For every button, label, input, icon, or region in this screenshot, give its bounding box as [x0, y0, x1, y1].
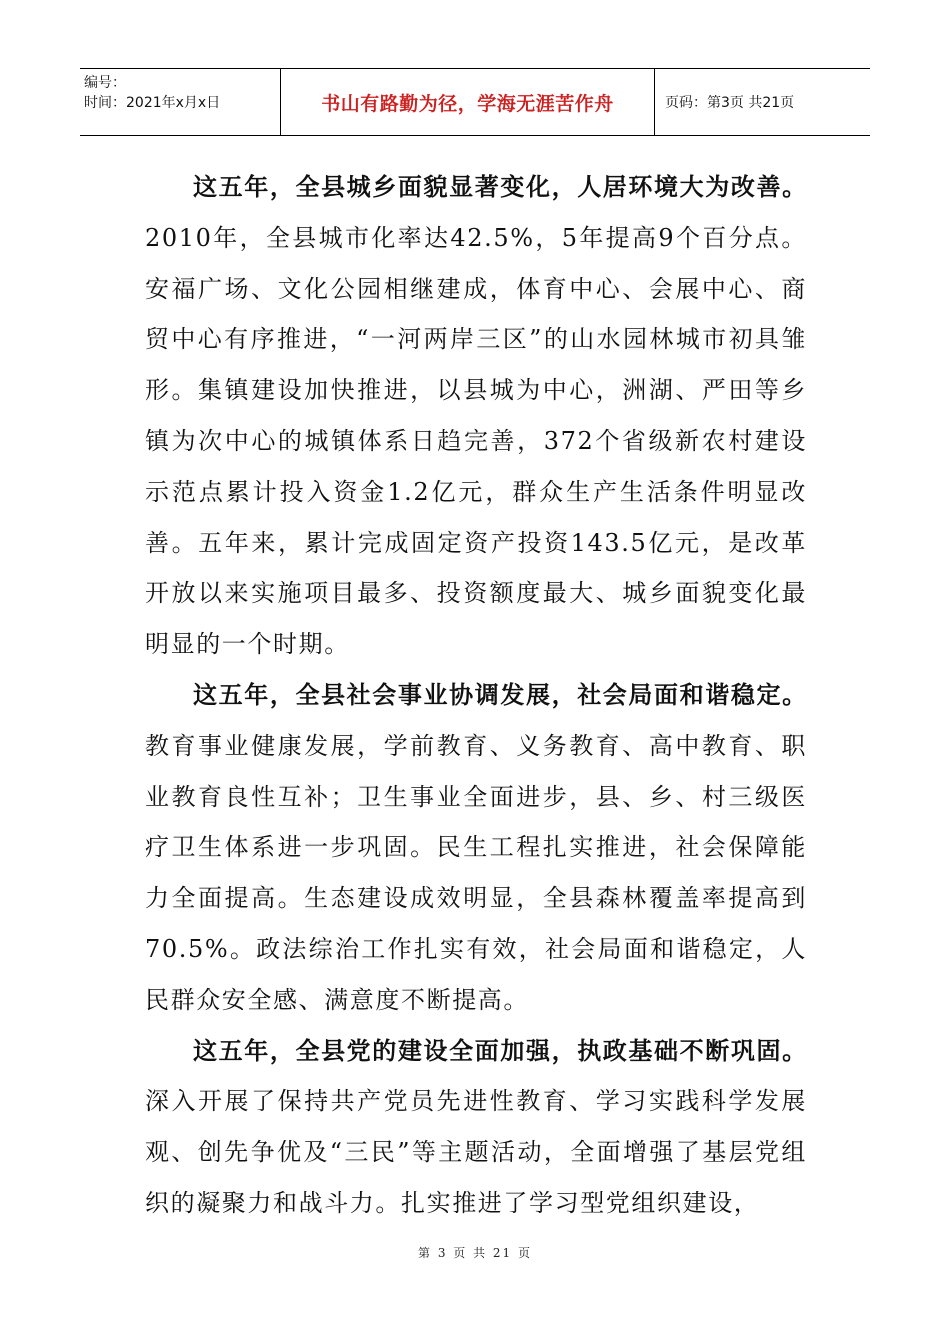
paragraph-text: 深入开展了保持共产党员先进性教育、学习实践科学发展观、创先争优及“三民”等主题活动，全面增强了基层党组织的凝聚力和战斗力。扎实推进了学习型党组织建设，: [145, 1087, 807, 1217]
paragraph-text: 2010年，全县城市化率达42.5%，5年提高9个百分点。安福广场、文化公园相继建成，体育中心、会展中心、商贸中心有序推进，“一河两岸三区”的山水园林城市初具雏形。集镇建设加快推进，以县城为中心，洲湖、严田等乡镇为次中心的城镇体系日趋完善，372个省级新农村建设示范点累计投入资金1.2亿元，群众生产生活条件明显改善。五年来，累计完成固定资产投资143.5亿元，是改革开放以来实施项目最多、投资额度最大、城乡面貌变化最明显的一个时期。: [145, 223, 807, 659]
page-header: [80, 68, 870, 136]
paragraph-text: 教育事业健康发展，学前教育、义务教育、高中教育、职业教育良性互补；卫生事业全面进步，县、乡、村三级医疗卫生体系进一步巩固。民生工程扎实推进，社会保障能力全面提高。生态建设成效明显，全县森林覆盖率提高到70.5%。政法综治工作扎实有效，社会局面和谐稳定，人民群众安全感、满意度不断提高。: [145, 731, 807, 1014]
paragraph-lead: 这五年，全县社会事业协调发展，社会局面和谐稳定。: [193, 680, 807, 709]
document-body: [145, 162, 807, 1229]
header-meta: [80, 69, 281, 135]
paragraph-social: [145, 670, 807, 1026]
paragraph-party: [145, 1026, 807, 1229]
header-page-info: 页码：第3页 共21页: [665, 95, 795, 111]
page-footer: 第 3 页 共 21 页: [418, 1246, 532, 1260]
paragraph-lead: 这五年，全县党的建设全面加强，执政基础不断巩固。: [193, 1036, 807, 1065]
header-time-label: 时间：2021年x月x日: [84, 95, 221, 111]
header-motto: 书山有路勤为径，学海无涯苦作舟: [281, 69, 655, 135]
paragraph-lead: 这五年，全县城乡面貌显著变化，人居环境大为改善。: [193, 173, 807, 201]
header-number-label: 编号：: [84, 75, 126, 91]
paragraph-urban-rural: [145, 162, 807, 670]
